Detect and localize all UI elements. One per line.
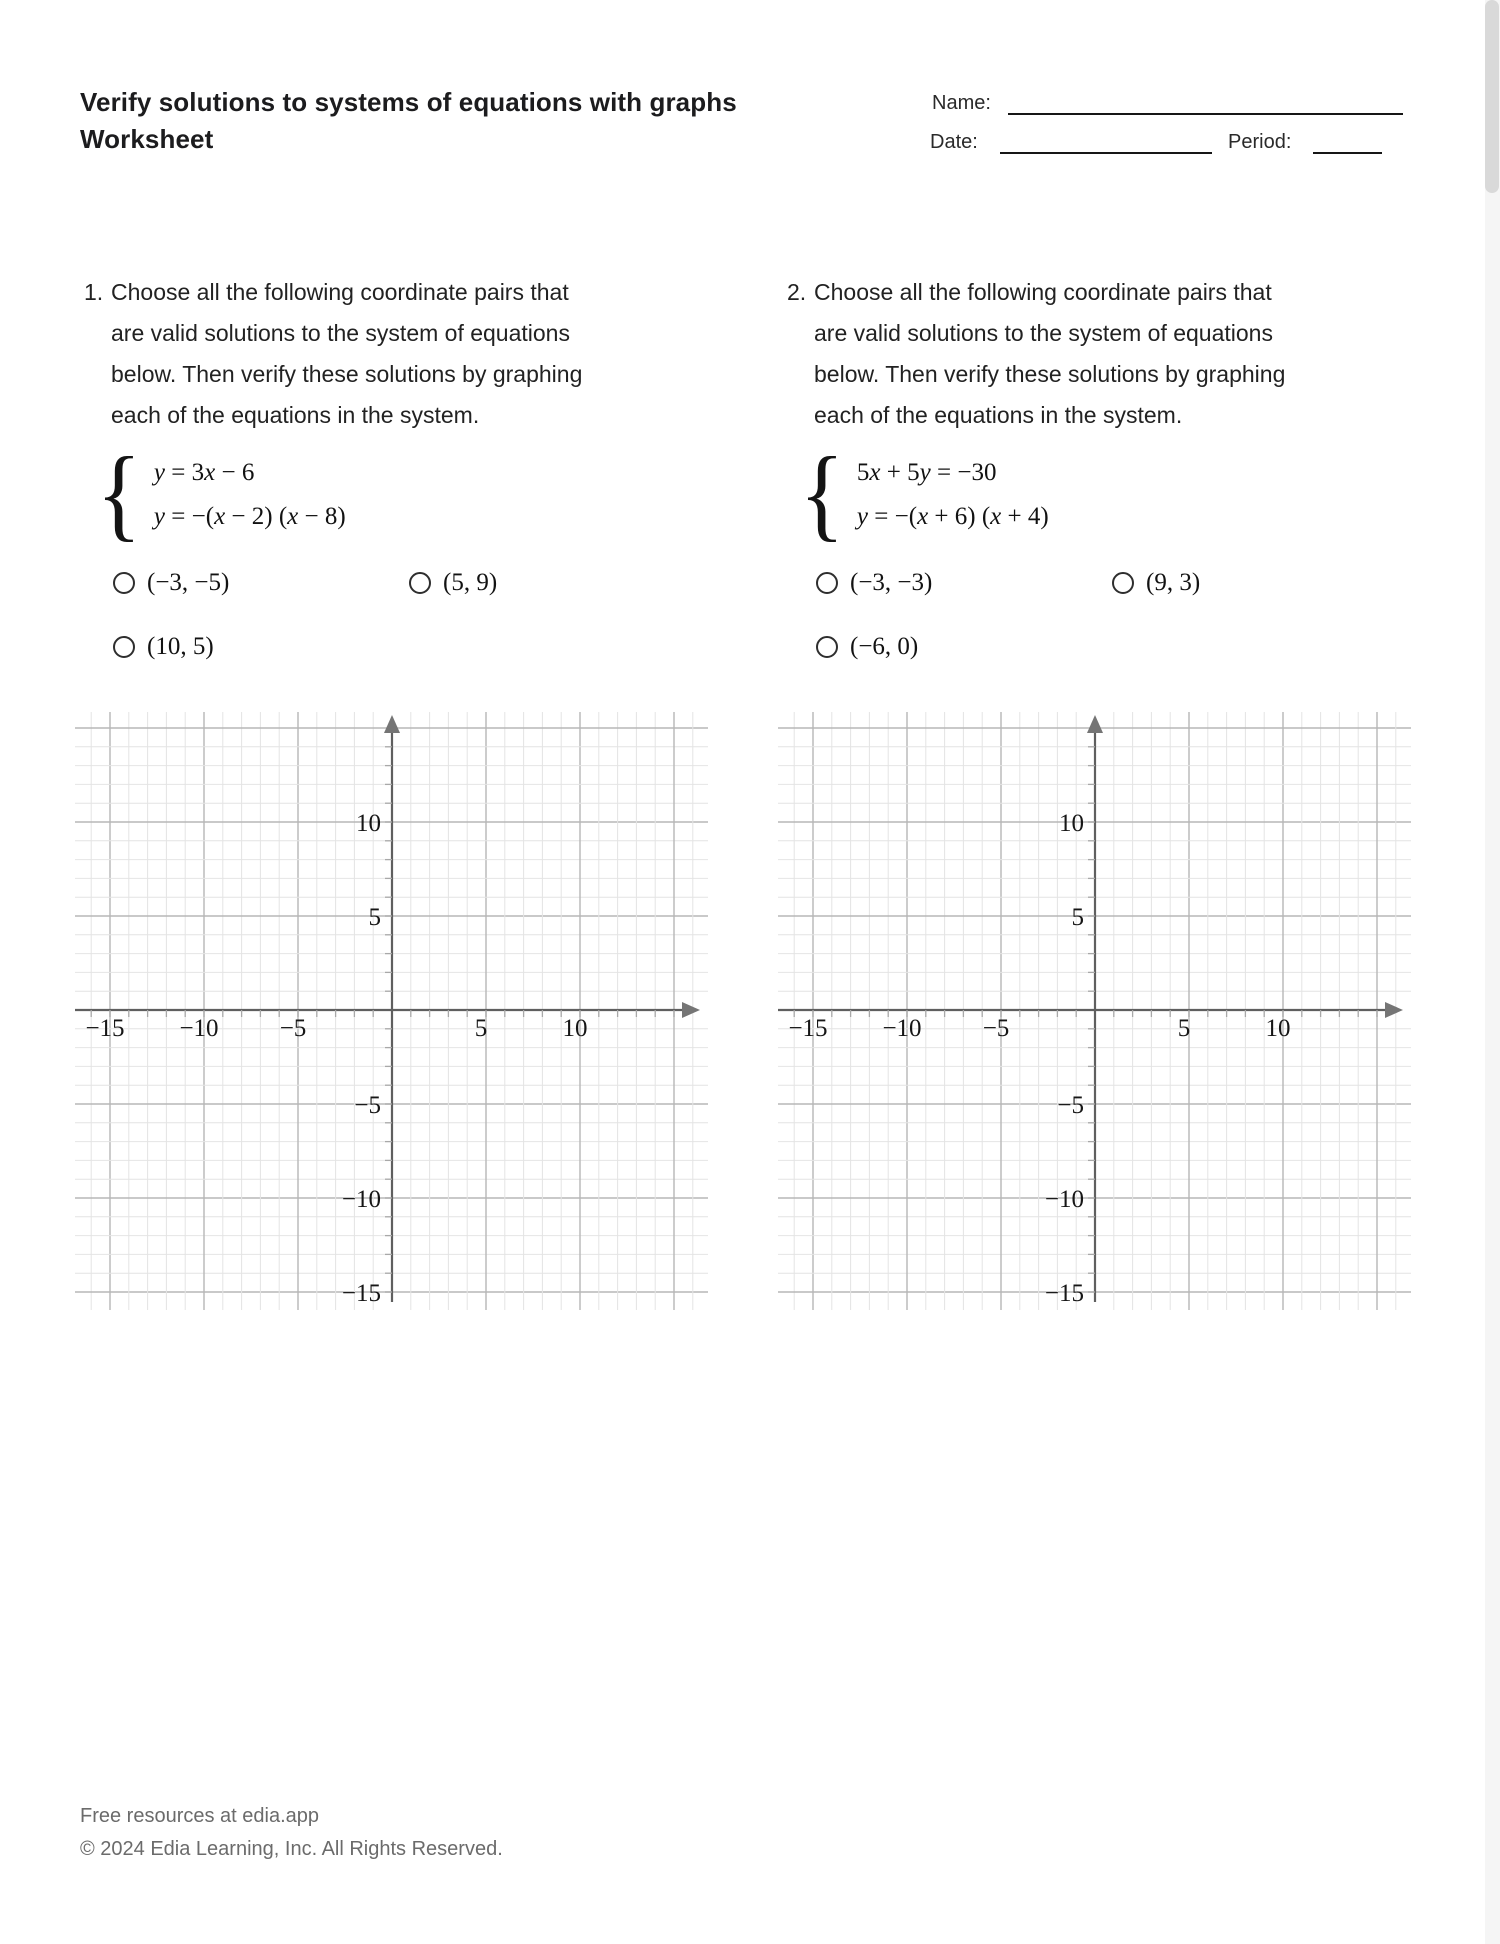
choice-radio[interactable] <box>409 572 431 594</box>
choice-radio[interactable] <box>113 572 135 594</box>
system-brace: { <box>799 436 845 551</box>
prompt-line: below. Then verify these solutions by graphing <box>111 361 583 387</box>
prompt-line: Choose all the following coordinate pairs that <box>814 279 1272 305</box>
footer <box>80 1800 503 1866</box>
choice-option <box>816 566 932 600</box>
problem-1-number: 1. <box>84 279 104 305</box>
svg-text:−5: −5 <box>982 1015 1010 1042</box>
svg-text:−15: −15 <box>788 1015 828 1042</box>
choice-label: (10, 5) <box>147 633 214 660</box>
svg-text:−5: −5 <box>1057 1092 1084 1119</box>
period-label: Period: <box>1228 131 1292 153</box>
problem-2 <box>787 272 1427 1312</box>
date-label: Date: <box>930 131 978 153</box>
name-field-line <box>1008 113 1403 115</box>
svg-text:10: 10 <box>1265 1015 1291 1042</box>
equation-2: y = −(x − 2) (x − 8) <box>153 503 346 530</box>
title-line1: Verify solutions to systems of equations with graphs <box>80 87 737 117</box>
scrollbar-track[interactable] <box>1485 0 1500 1944</box>
svg-text:−10: −10 <box>1044 1186 1084 1213</box>
choice-label: (−6, 0) <box>850 633 919 660</box>
footer-line1: Free resources at edia.app <box>80 1805 320 1827</box>
svg-text:−5: −5 <box>279 1015 307 1042</box>
page-title <box>80 84 737 158</box>
svg-text:−10: −10 <box>882 1015 922 1042</box>
svg-text:10: 10 <box>562 1015 588 1042</box>
choice-label: (−3, −5) <box>147 569 230 596</box>
choice-label: (5, 9) <box>443 569 498 596</box>
equation-1: y = 3x − 6 <box>153 459 255 486</box>
problem-2-choices <box>787 566 1387 696</box>
choice-radio[interactable] <box>816 572 838 594</box>
problem-1 <box>84 272 724 1312</box>
prompt-line: are valid solutions to the system of equations <box>111 320 570 346</box>
problem-1-prompt <box>84 272 684 436</box>
svg-text:5: 5 <box>368 904 381 931</box>
choice-option <box>113 630 214 664</box>
date-field-line <box>1000 152 1212 154</box>
svg-text:5: 5 <box>474 1015 488 1042</box>
equation-2: y = −(x + 6) (x + 4) <box>856 503 1049 530</box>
problem-1-choices <box>84 566 684 696</box>
title-line2: Worksheet <box>80 124 214 154</box>
equation-system-2 <box>797 438 1049 550</box>
svg-text:−10: −10 <box>179 1015 219 1042</box>
prompt-line: each of the equations in the system. <box>814 402 1183 428</box>
svg-text:5: 5 <box>1071 904 1084 931</box>
svg-text:−5: −5 <box>354 1092 381 1119</box>
svg-text:5: 5 <box>1177 1015 1191 1042</box>
choice-label: (9, 3) <box>1146 569 1201 596</box>
prompt-line: each of the equations in the system. <box>111 402 480 428</box>
choice-option <box>816 630 918 664</box>
choice-option <box>113 566 229 600</box>
svg-text:−10: −10 <box>341 1186 381 1213</box>
prompt-line: Choose all the following coordinate pairs that <box>111 279 569 305</box>
choice-radio[interactable] <box>113 636 135 658</box>
coordinate-grid-1 <box>75 712 708 1310</box>
problem-2-prompt <box>787 272 1387 436</box>
svg-text:10: 10 <box>356 810 381 837</box>
equation-1: 5x + 5y = −30 <box>856 459 997 486</box>
coordinate-grid-2 <box>778 712 1411 1310</box>
period-field-line <box>1313 152 1382 154</box>
prompt-line: below. Then verify these solutions by graphing <box>814 361 1286 387</box>
choice-radio[interactable] <box>816 636 838 658</box>
equation-system-1 <box>94 438 346 550</box>
choice-label: (−3, −3) <box>850 569 933 596</box>
system-brace: { <box>96 436 142 551</box>
name-label: Name: <box>932 92 991 114</box>
footer-line2: © 2024 Edia Learning, Inc. All Rights Reserved. <box>80 1838 503 1860</box>
choice-option <box>1112 566 1200 600</box>
choice-option <box>409 566 497 600</box>
choice-radio[interactable] <box>1112 572 1134 594</box>
scrollbar-thumb[interactable] <box>1485 0 1499 193</box>
prompt-line: are valid solutions to the system of equations <box>814 320 1273 346</box>
svg-text:−15: −15 <box>85 1015 125 1042</box>
svg-text:−15: −15 <box>341 1280 381 1307</box>
svg-text:10: 10 <box>1059 810 1084 837</box>
svg-text:−15: −15 <box>1044 1280 1084 1307</box>
problem-2-number: 2. <box>787 279 807 305</box>
